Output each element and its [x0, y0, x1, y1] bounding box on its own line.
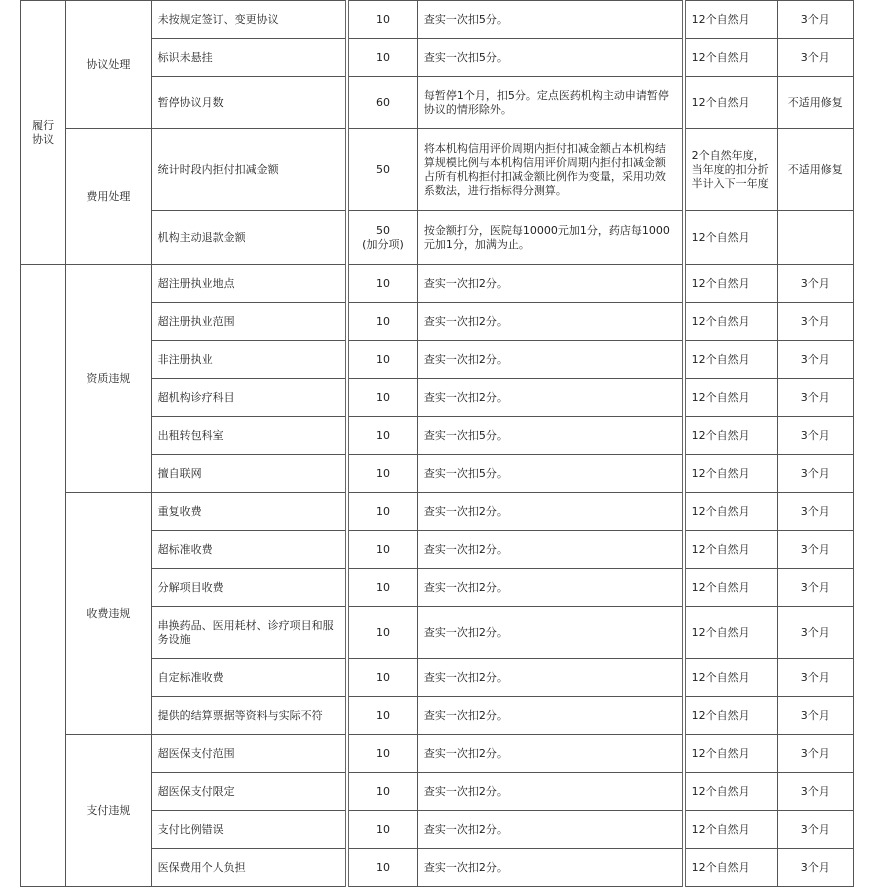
rule-cell: 查实一次扣5分。: [417, 455, 683, 493]
score-cell: [347, 849, 417, 887]
score-value: 10: [375, 580, 390, 594]
period-cell: 12个自然月: [684, 493, 777, 531]
score-note: (加分项): [362, 237, 404, 251]
period-cell: 12个自然月: [684, 265, 777, 303]
score-cell: [347, 129, 417, 211]
rule-cell: 查实一次扣2分。: [417, 493, 683, 531]
subcategory-cell: 协议处理: [66, 1, 151, 129]
period-cell: 12个自然月: [684, 39, 777, 77]
subcategory-cell: 收费违规: [66, 493, 151, 735]
table-row: [21, 735, 854, 773]
item-cell: 超注册执业范围: [151, 303, 347, 341]
score-value: 10: [375, 466, 390, 480]
period-cell: 12个自然月: [684, 735, 777, 773]
fix-cell: 3个月: [777, 1, 853, 39]
item-cell: 暂停协议月数: [151, 77, 347, 129]
item-cell: 自定标准收费: [151, 659, 347, 697]
period-cell: 12个自然月: [684, 773, 777, 811]
score-value: 10: [375, 314, 390, 328]
period-cell: 12个自然月: [684, 569, 777, 607]
item-cell: 超医保支付范围: [151, 735, 347, 773]
item-cell: 医保费用个人负担: [151, 849, 347, 887]
rule-cell: 查实一次扣2分。: [417, 811, 683, 849]
score-value: 10: [375, 708, 390, 722]
category-cell: [21, 265, 66, 887]
period-cell: 2个自然年度，当年度的扣分折半计入下一年度: [684, 129, 777, 211]
item-cell: 非注册执业: [151, 341, 347, 379]
score-value: 10: [375, 625, 390, 639]
score-value: 10: [375, 352, 390, 366]
score-value: 10: [375, 670, 390, 684]
rule-cell: 查实一次扣2分。: [417, 531, 683, 569]
rule-cell: 按金额打分，医院每10000元加1分，药店每1000元加1分，加满为止。: [417, 211, 683, 265]
fix-cell: 3个月: [777, 735, 853, 773]
item-cell: 擅自联网: [151, 455, 347, 493]
fix-cell: 3个月: [777, 341, 853, 379]
rule-cell: 查实一次扣2分。: [417, 341, 683, 379]
fix-cell: 3个月: [777, 569, 853, 607]
score-cell: [347, 77, 417, 129]
rule-cell: 查实一次扣5分。: [417, 417, 683, 455]
score-cell: [347, 569, 417, 607]
score-value: 10: [375, 746, 390, 760]
period-cell: 12个自然月: [684, 849, 777, 887]
credit-evaluation-table: [20, 0, 854, 887]
score-cell: [347, 1, 417, 39]
fix-cell: 3个月: [777, 607, 853, 659]
item-cell: 统计时段内拒付扣减金额: [151, 129, 347, 211]
score-value: 10: [375, 542, 390, 556]
fix-cell: 3个月: [777, 265, 853, 303]
table-row: [21, 265, 854, 303]
score-cell: [347, 211, 417, 265]
item-cell: 超医保支付限定: [151, 773, 347, 811]
rule-cell: 查实一次扣2分。: [417, 607, 683, 659]
item-cell: 串换药品、医用耗材、诊疗项目和服务设施: [151, 607, 347, 659]
fix-cell: 3个月: [777, 493, 853, 531]
subcategory-cell: 费用处理: [66, 129, 151, 265]
period-cell: 12个自然月: [684, 531, 777, 569]
fix-cell: 3个月: [777, 379, 853, 417]
period-cell: 12个自然月: [684, 379, 777, 417]
fix-cell: 3个月: [777, 773, 853, 811]
score-cell: [347, 607, 417, 659]
score-cell: [347, 455, 417, 493]
score-value: 10: [375, 784, 390, 798]
rule-cell: 将本机构信用评价周期内拒付扣减金额占本机构结算规模比例与本机构信用评价周期内拒付扣减金额占所有机构拒付扣减金额比例作为变量，采用功效系数法，进行指标得分测算。: [417, 129, 683, 211]
table-body: [21, 1, 854, 887]
score-value: 10: [375, 822, 390, 836]
item-cell: 超机构诊疗科目: [151, 379, 347, 417]
item-cell: 超注册执业地点: [151, 265, 347, 303]
score-cell: [347, 341, 417, 379]
score-value: 10: [375, 428, 390, 442]
fix-cell: 3个月: [777, 697, 853, 735]
period-cell: 12个自然月: [684, 811, 777, 849]
score-cell: [347, 493, 417, 531]
score-value: 10: [375, 276, 390, 290]
table-row: [21, 1, 854, 39]
item-cell: 机构主动退款金额: [151, 211, 347, 265]
score-value: 10: [375, 50, 390, 64]
fix-cell: 3个月: [777, 39, 853, 77]
score-value: 10: [375, 390, 390, 404]
fix-cell: 不适用修复: [777, 129, 853, 211]
score-value: 10: [375, 12, 390, 26]
score-cell: [347, 417, 417, 455]
period-cell: 12个自然月: [684, 659, 777, 697]
rule-cell: 查实一次扣2分。: [417, 849, 683, 887]
score-cell: [347, 659, 417, 697]
score-value: 60: [375, 95, 390, 109]
period-cell: 12个自然月: [684, 211, 777, 265]
score-cell: [347, 39, 417, 77]
fix-cell: 3个月: [777, 811, 853, 849]
rule-cell: 每暂停1个月，扣5分。定点医药机构主动申请暂停协议的情形除外。: [417, 77, 683, 129]
item-cell: 标识未悬挂: [151, 39, 347, 77]
fix-cell: 3个月: [777, 531, 853, 569]
fix-cell: 3个月: [777, 659, 853, 697]
rule-cell: 查实一次扣5分。: [417, 1, 683, 39]
fix-cell: 不适用修复: [777, 77, 853, 129]
period-cell: 12个自然月: [684, 455, 777, 493]
period-cell: 12个自然月: [684, 697, 777, 735]
score-cell: [347, 303, 417, 341]
score-value: 50: [375, 162, 390, 176]
fix-cell: 3个月: [777, 303, 853, 341]
rule-cell: 查实一次扣2分。: [417, 569, 683, 607]
score-cell: [347, 265, 417, 303]
fix-cell: 3个月: [777, 849, 853, 887]
fix-cell: 3个月: [777, 455, 853, 493]
item-cell: 出租转包科室: [151, 417, 347, 455]
score-cell: [347, 773, 417, 811]
rule-cell: 查实一次扣2分。: [417, 773, 683, 811]
table-row: [21, 493, 854, 531]
subcategory-cell: 支付违规: [66, 735, 151, 887]
item-cell: 超标准收费: [151, 531, 347, 569]
score-cell: [347, 735, 417, 773]
period-cell: 12个自然月: [684, 417, 777, 455]
rule-cell: 查实一次扣2分。: [417, 265, 683, 303]
rule-cell: 查实一次扣2分。: [417, 303, 683, 341]
item-cell: 支付比例错误: [151, 811, 347, 849]
subcategory-cell: 资质违规: [66, 265, 151, 493]
score-cell: [347, 811, 417, 849]
score-cell: [347, 379, 417, 417]
item-cell: 重复收费: [151, 493, 347, 531]
period-cell: 12个自然月: [684, 607, 777, 659]
rule-cell: 查实一次扣2分。: [417, 659, 683, 697]
fix-cell: 3个月: [777, 417, 853, 455]
period-cell: 12个自然月: [684, 77, 777, 129]
score-value: 10: [375, 860, 390, 874]
item-cell: 提供的结算票据等资料与实际不符: [151, 697, 347, 735]
period-cell: 12个自然月: [684, 1, 777, 39]
rule-cell: 查实一次扣2分。: [417, 735, 683, 773]
category-cell: 履行协议: [21, 1, 66, 265]
score-cell: [347, 697, 417, 735]
item-cell: 未按规定签订、变更协议: [151, 1, 347, 39]
score-value: 10: [375, 504, 390, 518]
table-row: [21, 129, 854, 211]
rule-cell: 查实一次扣2分。: [417, 379, 683, 417]
period-cell: 12个自然月: [684, 303, 777, 341]
period-cell: 12个自然月: [684, 341, 777, 379]
rule-cell: 查实一次扣5分。: [417, 39, 683, 77]
score-value: 50: [375, 223, 390, 237]
score-cell: [347, 531, 417, 569]
fix-cell: [777, 211, 853, 265]
rule-cell: 查实一次扣2分。: [417, 697, 683, 735]
item-cell: 分解项目收费: [151, 569, 347, 607]
